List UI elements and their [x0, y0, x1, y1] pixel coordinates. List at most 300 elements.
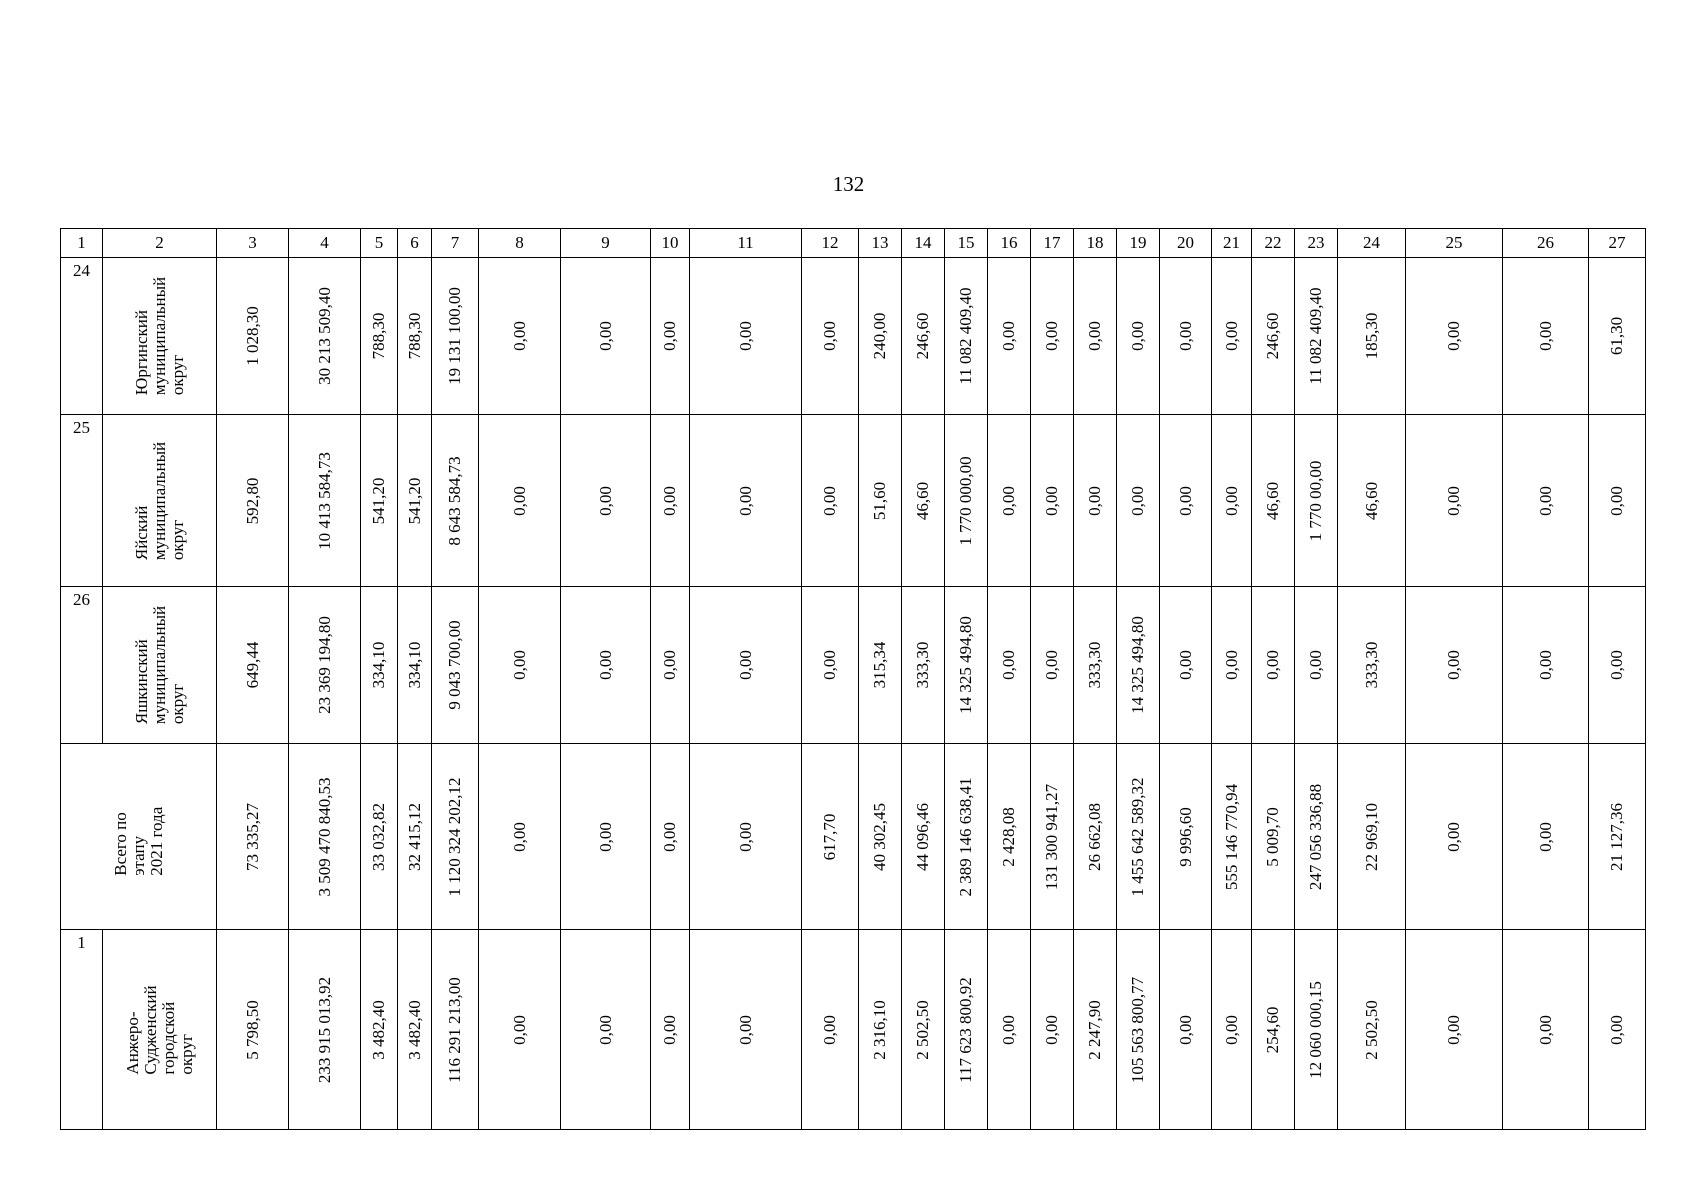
header-cell: 7 — [432, 229, 479, 258]
value-cell — [1503, 587, 1589, 744]
table-row — [61, 415, 1646, 587]
cell-value: 10 413 584,73 — [314, 451, 334, 550]
cell-value: 2 502,50 — [1361, 999, 1381, 1060]
total-label-cell — [61, 744, 217, 930]
cell-value: 0,00 — [1444, 321, 1463, 351]
cell-value: 11 082 409,40 — [956, 287, 975, 385]
value-cell — [479, 587, 561, 744]
value-cell — [1212, 415, 1252, 587]
cell-value: 0,00 — [1263, 650, 1282, 680]
cell-value: 0,00 — [999, 650, 1018, 680]
value-cell — [479, 930, 561, 1130]
value-cell — [289, 587, 361, 744]
cell-value: 0,00 — [660, 1014, 679, 1045]
value-cell — [902, 930, 945, 1130]
value-cell — [1031, 744, 1074, 930]
value-cell — [802, 415, 859, 587]
value-cell — [1031, 930, 1074, 1130]
value-cell — [1117, 744, 1160, 930]
value-cell — [217, 415, 289, 587]
value-cell — [651, 415, 690, 587]
cell-value: 61,30 — [1607, 316, 1626, 356]
cell-value: 334,10 — [404, 641, 424, 689]
cell-value: 254,60 — [1263, 1006, 1282, 1053]
value-cell — [432, 930, 479, 1130]
cell-value: 0,00 — [1085, 485, 1104, 516]
cell-value: 9 043 700,00 — [445, 620, 464, 710]
cell-value: 0,00 — [999, 321, 1018, 351]
value-cell — [561, 930, 651, 1130]
cell-value: 788,30 — [369, 312, 388, 360]
value-cell — [1295, 258, 1338, 415]
value-cell — [432, 415, 479, 587]
value-cell — [1406, 258, 1503, 415]
value-cell — [1503, 258, 1589, 415]
value-cell — [361, 930, 398, 1130]
cell-value: 0,00 — [509, 821, 529, 852]
cell-value: 0,00 — [1175, 485, 1195, 516]
value-cell — [398, 415, 432, 587]
value-cell — [859, 587, 902, 744]
value-cell — [1117, 587, 1160, 744]
value-cell — [1031, 258, 1074, 415]
cell-value: 555 146 770,94 — [1221, 783, 1241, 890]
value-cell — [651, 744, 690, 930]
cell-value: 0,00 — [1444, 650, 1463, 680]
cell-value: 333,30 — [1085, 641, 1104, 689]
cell-value: 46,60 — [1263, 481, 1282, 520]
header-cell: 2 — [103, 229, 217, 258]
municipality-name-cell — [103, 258, 217, 415]
value-cell — [802, 930, 859, 1130]
page-number: 132 — [832, 172, 865, 196]
cell-value: 0,00 — [509, 1014, 529, 1045]
value-cell — [289, 258, 361, 415]
header-cell: 20 — [1160, 229, 1212, 258]
cell-value: 0,00 — [1221, 1014, 1241, 1045]
value-cell — [902, 744, 945, 930]
value-cell — [398, 258, 432, 415]
cell-value: 0,00 — [509, 321, 529, 351]
value-cell — [398, 587, 432, 744]
header-cell: 18 — [1074, 229, 1117, 258]
value-cell — [988, 587, 1031, 744]
cell-value: 0,00 — [1444, 821, 1463, 852]
municipality-name: Юргинский муниципальный округ — [131, 276, 187, 396]
cell-value: 0,00 — [1085, 321, 1104, 351]
value-cell — [651, 587, 690, 744]
value-cell — [1212, 258, 1252, 415]
cell-value: 0,00 — [1221, 650, 1241, 680]
cell-value: 105 563 800,77 — [1128, 976, 1147, 1083]
value-cell — [1117, 930, 1160, 1130]
cell-value: 26 662,08 — [1085, 802, 1104, 871]
cell-value: 0,00 — [1175, 321, 1195, 351]
value-cell — [902, 587, 945, 744]
cell-value: 0,00 — [1535, 650, 1555, 680]
value-cell — [289, 744, 361, 930]
header-cell: 6 — [398, 229, 432, 258]
cell-value: 0,00 — [1175, 650, 1195, 680]
value-cell — [1589, 415, 1646, 587]
cell-value: 0,00 — [735, 821, 755, 852]
cell-value: 2 428,08 — [999, 806, 1018, 867]
cell-value: 3 482,40 — [404, 999, 424, 1060]
cell-value: 12 060 000,15 — [1306, 980, 1325, 1079]
cell-value: 3 482,40 — [369, 999, 388, 1060]
value-cell — [1160, 744, 1212, 930]
value-cell — [1252, 930, 1295, 1130]
cell-value: 0,00 — [735, 321, 755, 351]
value-cell — [902, 415, 945, 587]
header-cell: 24 — [1338, 229, 1406, 258]
cell-value: 22 969,10 — [1361, 802, 1381, 871]
cell-value: 0,00 — [735, 650, 755, 680]
value-cell — [1503, 744, 1589, 930]
value-cell — [1252, 258, 1295, 415]
cell-value: 14 325 494,80 — [1128, 616, 1147, 714]
cell-value: 0,00 — [820, 650, 839, 680]
cell-value: 0,00 — [509, 485, 529, 516]
cell-value: 21 127,36 — [1607, 802, 1626, 871]
value-cell — [1503, 415, 1589, 587]
cell-value: 617,70 — [820, 813, 839, 860]
cell-value: 247 056 336,88 — [1306, 783, 1325, 890]
cell-value: 0,00 — [1535, 1014, 1555, 1045]
cell-value: 233 915 013,92 — [314, 976, 334, 1083]
cell-value: 0,00 — [1535, 821, 1555, 852]
value-cell — [561, 744, 651, 930]
cell-value: 1 120 324 202,12 — [445, 777, 464, 896]
cell-value: 2 247,90 — [1085, 999, 1104, 1060]
value-cell — [361, 415, 398, 587]
cell-value: 23 369 194,80 — [314, 616, 334, 714]
value-cell — [1252, 587, 1295, 744]
cell-value: 0,00 — [1607, 650, 1626, 680]
cell-value: 0,00 — [1607, 485, 1626, 516]
value-cell — [859, 258, 902, 415]
cell-value: 46,60 — [913, 481, 932, 520]
cell-value: 0,00 — [1607, 1014, 1626, 1045]
value-cell — [945, 258, 988, 415]
municipality-name: Яйский муниципальный округ — [131, 441, 187, 560]
value-cell — [561, 258, 651, 415]
cell-value: 0,00 — [1128, 485, 1147, 516]
value-cell — [561, 415, 651, 587]
value-cell — [1406, 744, 1503, 930]
cell-value: 0,00 — [595, 821, 615, 852]
value-cell — [479, 744, 561, 930]
value-cell — [1338, 744, 1406, 930]
value-cell — [1117, 415, 1160, 587]
value-cell — [902, 258, 945, 415]
value-cell — [1212, 930, 1252, 1130]
value-cell — [988, 258, 1031, 415]
cell-value: 0,00 — [509, 650, 529, 680]
value-cell — [432, 258, 479, 415]
value-cell — [1406, 930, 1503, 1130]
cell-value: 0,00 — [660, 321, 679, 351]
cell-value: 0,00 — [1042, 485, 1061, 516]
cell-value: 8 643 584,73 — [445, 455, 464, 546]
value-cell — [1074, 587, 1117, 744]
value-cell — [1589, 744, 1646, 930]
value-cell — [859, 930, 902, 1130]
value-cell — [802, 258, 859, 415]
municipality-name-cell — [103, 415, 217, 587]
value-cell — [988, 930, 1031, 1130]
value-cell — [1295, 415, 1338, 587]
cell-value: 0,00 — [820, 1014, 839, 1045]
value-cell — [1212, 744, 1252, 930]
cell-value: 541,20 — [404, 477, 424, 524]
value-cell — [1295, 744, 1338, 930]
table-row — [61, 587, 1646, 744]
cell-value: 30 213 509,40 — [314, 287, 334, 385]
value-cell — [690, 258, 802, 415]
cell-value: 14 325 494,80 — [956, 616, 975, 714]
municipality-name: Яшкинский муниципальный округ — [131, 605, 187, 725]
value-cell — [690, 587, 802, 744]
row-number: 25 — [73, 418, 90, 437]
value-cell — [432, 587, 479, 744]
cell-value: 0,00 — [999, 1014, 1018, 1045]
cell-value: 11 082 409,40 — [1306, 287, 1325, 385]
value-cell — [1074, 415, 1117, 587]
value-cell — [217, 258, 289, 415]
value-cell — [802, 744, 859, 930]
value-cell — [802, 587, 859, 744]
header-cell: 5 — [361, 229, 398, 258]
value-cell — [1406, 587, 1503, 744]
cell-value: 0,00 — [660, 485, 679, 516]
header-cell: 12 — [802, 229, 859, 258]
value-cell — [1160, 930, 1212, 1130]
value-cell — [945, 587, 988, 744]
row-number: 26 — [73, 590, 90, 609]
value-cell — [945, 930, 988, 1130]
value-cell — [1160, 587, 1212, 744]
value-cell — [945, 415, 988, 587]
header-cell: 13 — [859, 229, 902, 258]
cell-value: 788,30 — [404, 312, 424, 360]
cell-value: 1 770 00,00 — [1306, 460, 1325, 541]
data-table — [60, 228, 1646, 1130]
cell-value: 40 302,45 — [870, 802, 889, 871]
cell-value: 3 509 470 840,53 — [314, 777, 334, 896]
value-cell — [1295, 587, 1338, 744]
cell-value: 0,00 — [595, 650, 615, 680]
cell-value: 0,00 — [1128, 321, 1147, 351]
header-cell: 21 — [1212, 229, 1252, 258]
value-cell — [945, 744, 988, 930]
cell-value: 51,60 — [870, 481, 889, 520]
row-number-cell — [61, 415, 103, 587]
value-cell — [1295, 930, 1338, 1130]
value-cell — [289, 415, 361, 587]
value-cell — [1406, 415, 1503, 587]
value-cell — [690, 744, 802, 930]
value-cell — [988, 744, 1031, 930]
cell-value: 2 389 146 638,41 — [956, 777, 975, 896]
value-cell — [1160, 258, 1212, 415]
cell-value: 0,00 — [1175, 1014, 1195, 1045]
cell-value: 0,00 — [1042, 321, 1061, 351]
header-cell: 26 — [1503, 229, 1589, 258]
total-row — [61, 744, 1646, 930]
value-cell — [690, 930, 802, 1130]
header-cell: 3 — [217, 229, 289, 258]
header-cell: 9 — [561, 229, 651, 258]
cell-value: 0,00 — [1535, 485, 1555, 516]
cell-value: 240,00 — [870, 312, 889, 360]
cell-value: 33 032,82 — [369, 802, 388, 871]
header-cell: 4 — [289, 229, 361, 258]
value-cell — [1252, 415, 1295, 587]
cell-value: 5 009,70 — [1263, 806, 1282, 867]
cell-value: 5 798,50 — [242, 999, 262, 1060]
cell-value: 649,44 — [242, 641, 262, 689]
value-cell — [361, 744, 398, 930]
value-cell — [1589, 258, 1646, 415]
cell-value: 185,30 — [1361, 312, 1381, 360]
row-number-cell — [61, 587, 103, 744]
cell-value: 0,00 — [820, 485, 839, 516]
table-row — [61, 930, 1646, 1130]
cell-value: 0,00 — [820, 321, 839, 351]
header-cell: 15 — [945, 229, 988, 258]
cell-value: 246,60 — [913, 312, 932, 360]
cell-value: 333,30 — [913, 641, 932, 689]
value-cell — [1338, 587, 1406, 744]
cell-value: 246,60 — [1263, 312, 1282, 360]
value-cell — [1074, 930, 1117, 1130]
cell-value: 0,00 — [595, 1014, 615, 1045]
value-cell — [1589, 587, 1646, 744]
header-cell: 27 — [1589, 229, 1646, 258]
value-cell — [651, 258, 690, 415]
header-cell: 1 — [61, 229, 103, 258]
municipality-name-cell — [103, 587, 217, 744]
cell-value: 0,00 — [595, 485, 615, 516]
value-cell — [217, 930, 289, 1130]
cell-value: 32 415,12 — [404, 802, 424, 871]
header-row — [61, 229, 1646, 258]
cell-value: 0,00 — [999, 485, 1018, 516]
cell-value: 1 770 000,00 — [956, 455, 975, 546]
total-label: Всего по этапу 2021 года — [110, 806, 166, 876]
value-cell — [1338, 258, 1406, 415]
cell-value: 0,00 — [735, 485, 755, 516]
header-cell: 23 — [1295, 229, 1338, 258]
cell-value: 9 996,60 — [1175, 806, 1195, 867]
header-cell: 25 — [1406, 229, 1503, 258]
cell-value: 73 335,27 — [242, 802, 262, 871]
header-cell: 10 — [651, 229, 690, 258]
header-cell: 11 — [690, 229, 802, 258]
cell-value: 0,00 — [735, 1014, 755, 1045]
cell-value: 0,00 — [1042, 650, 1061, 680]
cell-value: 0,00 — [660, 821, 679, 852]
row-number: 1 — [77, 933, 86, 952]
value-cell — [1160, 415, 1212, 587]
value-cell — [1338, 930, 1406, 1130]
header-cell: 17 — [1031, 229, 1074, 258]
cell-value: 19 131 100,00 — [445, 287, 464, 385]
cell-value: 2 316,10 — [870, 999, 889, 1060]
value-cell — [361, 587, 398, 744]
value-cell — [859, 415, 902, 587]
cell-value: 0,00 — [1042, 1014, 1061, 1045]
municipality-name-cell — [103, 930, 217, 1130]
cell-value: 1 455 642 589,32 — [1128, 777, 1147, 896]
value-cell — [398, 744, 432, 930]
row-number: 24 — [73, 261, 90, 280]
cell-value: 0,00 — [595, 321, 615, 351]
row-number-cell — [61, 930, 103, 1130]
cell-value: 0,00 — [1535, 321, 1555, 351]
value-cell — [651, 930, 690, 1130]
value-cell — [1074, 258, 1117, 415]
value-cell — [479, 258, 561, 415]
value-cell — [217, 744, 289, 930]
value-cell — [1031, 415, 1074, 587]
cell-value: 0,00 — [1221, 321, 1241, 351]
cell-value: 592,80 — [242, 477, 262, 524]
cell-value: 315,34 — [870, 641, 889, 689]
value-cell — [479, 415, 561, 587]
value-cell — [1589, 930, 1646, 1130]
value-cell — [1074, 744, 1117, 930]
header-cell: 14 — [902, 229, 945, 258]
cell-value: 0,00 — [1306, 650, 1325, 680]
value-cell — [1031, 587, 1074, 744]
cell-value: 131 300 941,27 — [1042, 783, 1061, 890]
cell-value: 116 291 213,00 — [445, 976, 464, 1083]
value-cell — [1252, 744, 1295, 930]
cell-value: 333,30 — [1361, 641, 1381, 689]
cell-value: 117 623 800,92 — [956, 976, 975, 1083]
value-cell — [217, 587, 289, 744]
value-cell — [1503, 930, 1589, 1130]
value-cell — [1117, 258, 1160, 415]
value-cell — [289, 930, 361, 1130]
cell-value: 44 096,46 — [913, 802, 932, 871]
cell-value: 334,10 — [369, 641, 388, 689]
header-cell: 8 — [479, 229, 561, 258]
value-cell — [398, 930, 432, 1130]
cell-value: 46,60 — [1361, 481, 1381, 520]
cell-value: 0,00 — [660, 650, 679, 680]
cell-value: 0,00 — [1221, 485, 1241, 516]
header-cell: 16 — [988, 229, 1031, 258]
cell-value: 1 028,30 — [242, 306, 262, 366]
header-cell: 22 — [1252, 229, 1295, 258]
cell-value: 0,00 — [1444, 485, 1463, 516]
header-cell: 19 — [1117, 229, 1160, 258]
value-cell — [561, 587, 651, 744]
value-cell — [859, 744, 902, 930]
table-row — [61, 258, 1646, 415]
value-cell — [432, 744, 479, 930]
value-cell — [988, 415, 1031, 587]
value-cell — [361, 258, 398, 415]
cell-value: 541,20 — [369, 477, 388, 524]
value-cell — [1338, 415, 1406, 587]
value-cell — [690, 415, 802, 587]
row-number-cell — [61, 258, 103, 415]
cell-value: 0,00 — [1444, 1014, 1463, 1045]
